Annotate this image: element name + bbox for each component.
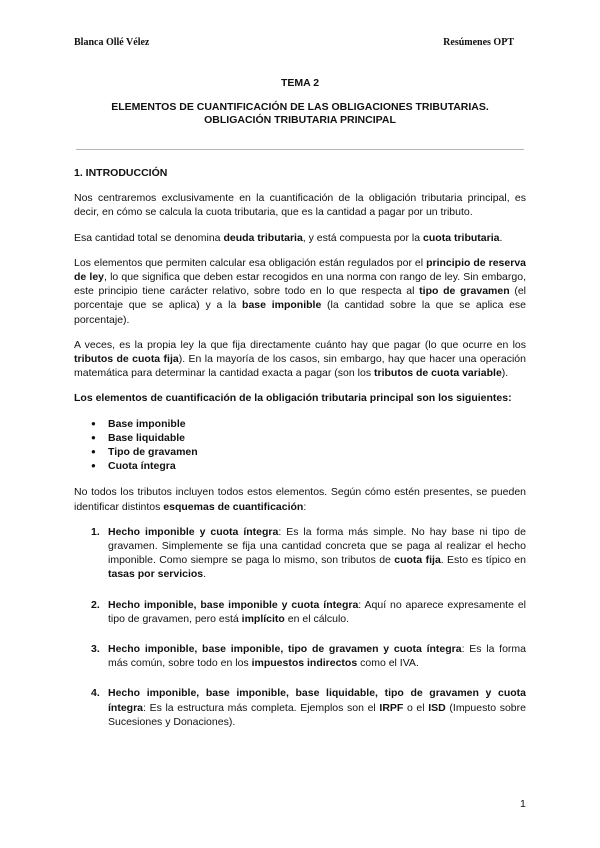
scheme-item: 2. Hecho imponible, base imponible y cuota íntegra: Aquí no aparece expresamente el tipo de gravamen, pero está implícito en el cálculo. <box>91 598 526 625</box>
page-number: 1 <box>520 798 526 810</box>
list-item: ● Tipo de gravamen <box>108 445 526 459</box>
section-heading: 1. INTRODUCCIÓN <box>74 167 168 179</box>
list-item: ● Base liquidable <box>108 431 526 445</box>
document-body <box>74 166 526 745</box>
list-item: ● Base imponible <box>108 417 526 431</box>
paragraph-schemes-intro: No todos los tributos incluyen todos estos elementos. Según cómo estén presentes, se pueden identificar distintos esquemas de cuantificación: <box>74 486 526 513</box>
topic-number: TEMA 2 <box>280 77 320 89</box>
title-divider <box>76 149 524 150</box>
paragraph-cuota: A veces, es la propia ley la que fija directamente cuánto hay que pagar (lo que ocurre en los tributos de cuota fija). En la mayoría de los casos, sin embargo, hay que hacer una operación matemática para determinar la cantidad exacta a pagar (son los tributos de cuota variable). <box>74 338 526 380</box>
scheme-item: 1. Hecho imponible y cuota íntegra: Es la forma más simple. No hay base ni tipo de gravamen. Simplemente se fija una cantidad concreta que se paga al realizar el hecho imponible. Como siempre se paga lo mismo, son tributos de cuota fija. Esto es típico en tasas por servicios. <box>91 525 526 581</box>
elements-list <box>74 417 526 474</box>
paragraph-elements-intro: Los elementos de cuantificación de la obligación tributaria principal son los siguientes: <box>74 392 512 405</box>
scheme-item: 4. Hecho imponible, base imponible, base liquidable, tipo de gravamen y cuota íntegra: Es la estructura más completa. Ejemplos son el IRPF o el ISD (Impuesto sobre Sucesiones y Donaciones). <box>91 687 526 728</box>
header-author: Blanca Ollé Vélez <box>74 37 150 48</box>
title-line-1: ELEMENTOS DE CUANTIFICACIÓN DE LAS OBLIGACIONES TRIBUTARIAS. <box>111 101 489 113</box>
title-line-2: OBLIGACIÓN TRIBUTARIA PRINCIPAL <box>204 114 396 126</box>
paragraph-deuda: Esa cantidad total se denomina deuda tributaria, y está compuesta por la cuota tributaria. <box>74 231 503 244</box>
paragraph-intro: Nos centraremos exclusivamente en la cuantificación de la obligación tributaria principal, es decir, en cómo se calcula la cuota tributaria, que es la cantidad a pagar por un tributo. <box>74 192 526 219</box>
header-document: Resúmenes OPT <box>443 37 514 48</box>
scheme-item: 3. Hecho imponible, base imponible, tipo de gravamen y cuota íntegra: Es la forma más común, sobre todo en los impuestos indirectos como el IVA. <box>91 643 527 670</box>
document-title <box>74 101 526 127</box>
list-item: ● Cuota íntegra <box>108 459 526 473</box>
schemes-list <box>74 525 526 729</box>
paragraph-reserva-ley: Los elementos que permiten calcular esa obligación están regulados por el principio de reserva de ley, lo que significa que deben estar recogidos en una norma con rango de ley. Sin embargo, este principio tiene carácter relativo, sobre todo en lo que respecta al tipo de gravamen (el porcentaje que se aplica) y a la base imponible (la cantidad sobre la que se aplica ese porcentaje). <box>74 256 526 326</box>
